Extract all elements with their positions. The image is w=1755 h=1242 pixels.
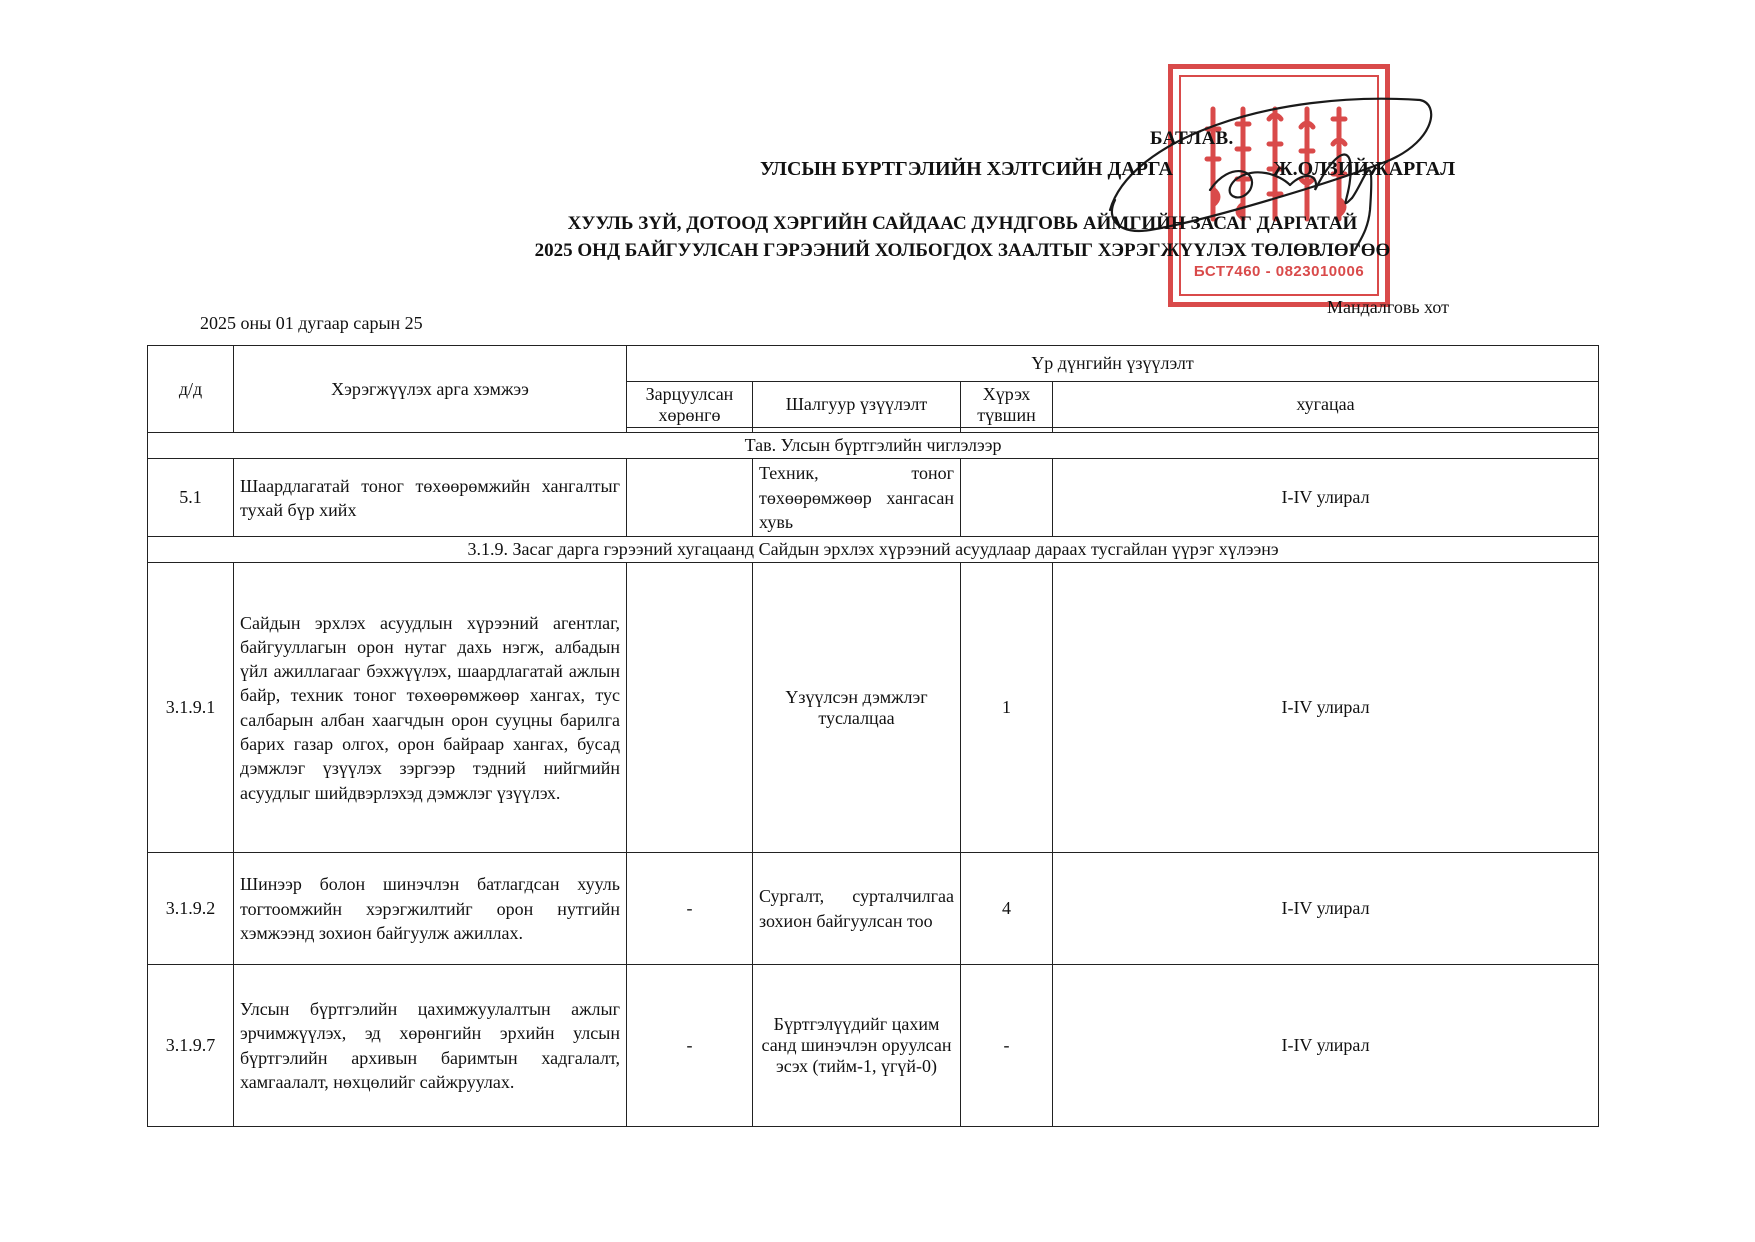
- header-no: д/д: [148, 346, 234, 433]
- header-result-group: Үр дүнгийн үзүүлэлт: [627, 346, 1599, 382]
- row-criterion: Техник, тоног төхөөрөмжөөр хангасан хувь: [753, 459, 961, 537]
- row-measure: Сайдын эрхлэх асуудлын хүрээний агентлаг, байгууллагын орон нутаг дахь нэгж, албадын үйл ажиллагааг бэхжүүлэх, шаардлагатай ажлын байр, техник тоног төхөөрөмжөөр хангах, тус салбарын албан хаагчдын орон сууцны барилга барих газар олгох, орон байраар хангах, бусад дэмжлэг үзүүлэх зэргээр тэдний нийгмийн асуудлыг шийдвэрлэхэд дэмжлэг үзүүлэх.: [234, 563, 627, 853]
- header-criterion: Шалгуур үзүүлэлт: [753, 382, 961, 428]
- plan-table: [147, 345, 1599, 1127]
- document-title-line-1: ХУУЛЬ ЗҮЙ, ДОТООД ХЭРГИЙН САЙДААС ДУНДГОВЬ АЙМГИЙН ЗАСАГ ДАРГАТАЙ: [567, 213, 1358, 234]
- row-number: 3.1.9.1: [148, 563, 234, 853]
- row-deadline: I-IV улирал: [1053, 459, 1599, 537]
- section-title-2: 3.1.9. Засаг дарга гэрээний хугацаанд Сайдын эрхлэх хүрээний асуудлаар дараах тусгайлан үүрэг хүлээнэ: [148, 537, 1599, 563]
- row-measure: Шаардлагатай тоног төхөөрөмжийн хангалтыг тухай бүр хийх: [234, 459, 627, 537]
- header-measure: Хэрэгжүүлэх арга хэмжээ: [234, 346, 627, 433]
- row-number: 5.1: [148, 459, 234, 537]
- row-measure: Шинээр болон шинэчлэн батлагдсан хууль тогтоомжийн хэрэгжилтийг орон нутгийн хэмжээнд зохион байгуулж ажиллах.: [234, 853, 627, 965]
- table-row: [148, 853, 1599, 965]
- row-number: 3.1.9.2: [148, 853, 234, 965]
- approver-line: УЛСЫН БҮРТГЭЛИЙН ХЭЛТСИЙН ДАРГА Ж.ОЛЗИЙЖАРГАЛ: [760, 158, 1456, 180]
- table-row: [148, 459, 1599, 537]
- section-row: [148, 537, 1599, 563]
- stamp-registration-number: БСТ7460 - 0823010006: [1193, 263, 1365, 280]
- section-title-1: Тав. Улсын бүртгэлийн чиглэлээр: [148, 433, 1599, 459]
- row-criterion: Сургалт, сурталчилгаа зохион байгуулсан тоо: [753, 853, 961, 965]
- row-level: 1: [961, 563, 1053, 853]
- row-deadline: I-IV улирал: [1053, 853, 1599, 965]
- row-level: 4: [961, 853, 1053, 965]
- row-level: -: [961, 965, 1053, 1127]
- row-cost: [627, 563, 753, 853]
- table-row: [148, 965, 1599, 1127]
- row-cost: -: [627, 965, 753, 1127]
- row-cost: -: [627, 853, 753, 965]
- header-level: Хүрэх түвшин: [961, 382, 1053, 428]
- row-criterion: Үзүүлсэн дэмжлэг туслалцаа: [753, 563, 961, 853]
- row-deadline: I-IV улирал: [1053, 563, 1599, 853]
- section-row: [148, 433, 1599, 459]
- row-criterion: Бүртгэлүүдийг цахим санд шинэчлэн оруулсан эсэх (тийм-1, үгүй-0): [753, 965, 961, 1127]
- header-deadline: хугацаа: [1053, 382, 1599, 428]
- row-measure: Улсын бүртгэлийн цахимжуулалтын ажлыг эрчимжүүлэх, эд хөрөнгийн эрхийн улсын бүртгэлийн архивын баримтын хадгалалт, хамгаалалт, нөхцөлийг сайжруулах.: [234, 965, 627, 1127]
- approval-label: БАТЛАВ.: [1150, 128, 1234, 149]
- header-cost: Зарцуулсан хөрөнгө: [627, 382, 753, 428]
- document-city: Мандалговь хот: [1327, 297, 1450, 317]
- row-cost: [627, 459, 753, 537]
- row-deadline: I-IV улирал: [1053, 965, 1599, 1127]
- row-number: 3.1.9.7: [148, 965, 234, 1127]
- document-title-line-2: 2025 ОНД БАЙГУУЛСАН ГЭРЭЭНИЙ ХОЛБОГДОХ ЗААЛТЫГ ХЭРЭГЖҮҮЛЭХ ТӨЛӨВЛӨГӨӨ: [534, 240, 1391, 261]
- table-row: [148, 563, 1599, 853]
- row-level: [961, 459, 1053, 537]
- document-date: 2025 оны 01 дугаар сарын 25: [200, 313, 423, 333]
- header-row-1: [148, 346, 1599, 382]
